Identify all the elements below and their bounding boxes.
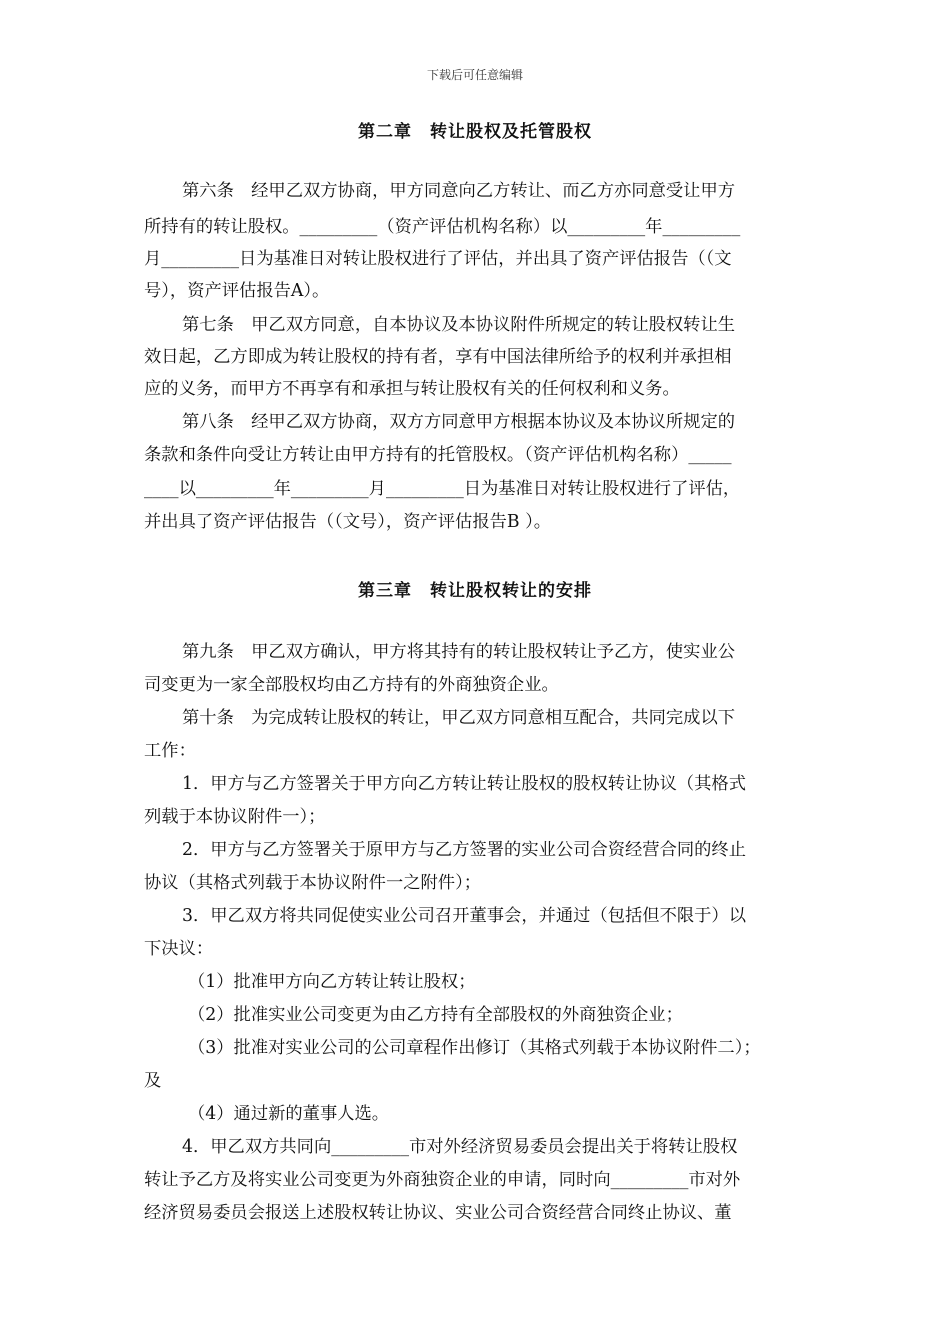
article-7-line: 第七条 甲乙双方同意，自本协议及本协议附件所规定的转让股权转让生	[182, 315, 736, 335]
article-8-line: 并出具了资产评估报告（（文号），资产评估报告B ）。	[144, 512, 552, 532]
article-6-line: 第六条 经甲乙双方协商，甲方同意向乙方转让、而乙方亦同意受让甲方	[182, 181, 736, 201]
item-2-line: 2．甲方与乙方签署关于原甲方与乙方签署的实业公司合资经营合同的终止	[182, 840, 746, 860]
resolution-3: （3）批准对实业公司的公司章程作出修订（其格式列载于本协议附件二）；	[188, 1038, 761, 1058]
article-7-line: 效日起，乙方即成为转让股权的持有者，享有中国法律所给予的权利并承担相	[144, 347, 732, 367]
item-1-line: 1．甲方与乙方签署关于甲方向乙方转让转让股权的股权转让协议（其格式	[182, 774, 746, 794]
article-6-line: 号），资产评估报告A）。	[144, 281, 330, 301]
item-2-line: 协议（其格式列载于本协议附件一之附件）；	[144, 873, 481, 893]
resolution-4: （4）通过新的董事人选。	[188, 1104, 390, 1124]
article-9-line: 司变更为一家全部股权均由乙方持有的外商独资企业。	[144, 675, 559, 695]
resolution-1: （1）批准甲方向乙方转让转让股权；	[188, 972, 476, 992]
article-8-line: 第八条 经甲乙双方协商，双方方同意甲方根据本协议及本协议所规定的	[182, 412, 736, 432]
item-3-line: 3．甲乙双方将共同促使实业公司召开董事会，并通过（包括但不限于）以	[182, 906, 746, 926]
article-8-line: ____以_________年_________月_________日为基准日对转让股权进行了评估，	[144, 479, 741, 499]
item-4-line: 4．甲乙双方共同向_________市对外经济贸易委员会提出关于将转让股权	[182, 1137, 738, 1157]
article-6-line: 所持有的转让股权。_________（资产评估机构名称）以_________年_________	[144, 217, 741, 237]
article-6-line: 月_________日为基准日对转让股权进行了评估，并出具了资产评估报告（（文	[144, 249, 732, 269]
article-10-line: 第十条 为完成转让股权的转让，甲乙双方同意相互配合，共同完成以下	[182, 708, 736, 728]
item-1-line: 列载于本协议附件一）；	[144, 807, 326, 827]
article-8-line: 条款和条件向受让方转让由甲方持有的托管股权。（资产评估机构名称）_____	[144, 445, 732, 465]
item-3-line: 下决议：	[144, 939, 214, 959]
item-4-line: 经济贸易委员会报送上述股权转让协议、实业公司合资经营合同终止协议、董	[144, 1203, 732, 1223]
resolution-2: （2）批准实业公司变更为由乙方持有全部股权的外商独资企业；	[188, 1005, 683, 1025]
chapter-3-title: 第三章 转让股权转让的安排	[358, 581, 592, 601]
article-10-line: 工作：	[144, 741, 196, 761]
article-9-line: 第九条 甲乙双方确认，甲方将其持有的转让股权转让予乙方，使实业公	[182, 642, 736, 662]
resolution-3-cont: 及	[144, 1071, 162, 1091]
article-7-line: 应的义务，而甲方不再享有和承担与转让股权有关的任何权利和义务。	[144, 379, 680, 399]
page-header-note: 下载后可任意编辑	[426, 68, 523, 82]
chapter-2-title: 第二章 转让股权及托管股权	[358, 122, 592, 142]
item-4-line: 转让予乙方及将实业公司变更为外商独资企业的申请，同时向_________市对外	[144, 1170, 741, 1190]
